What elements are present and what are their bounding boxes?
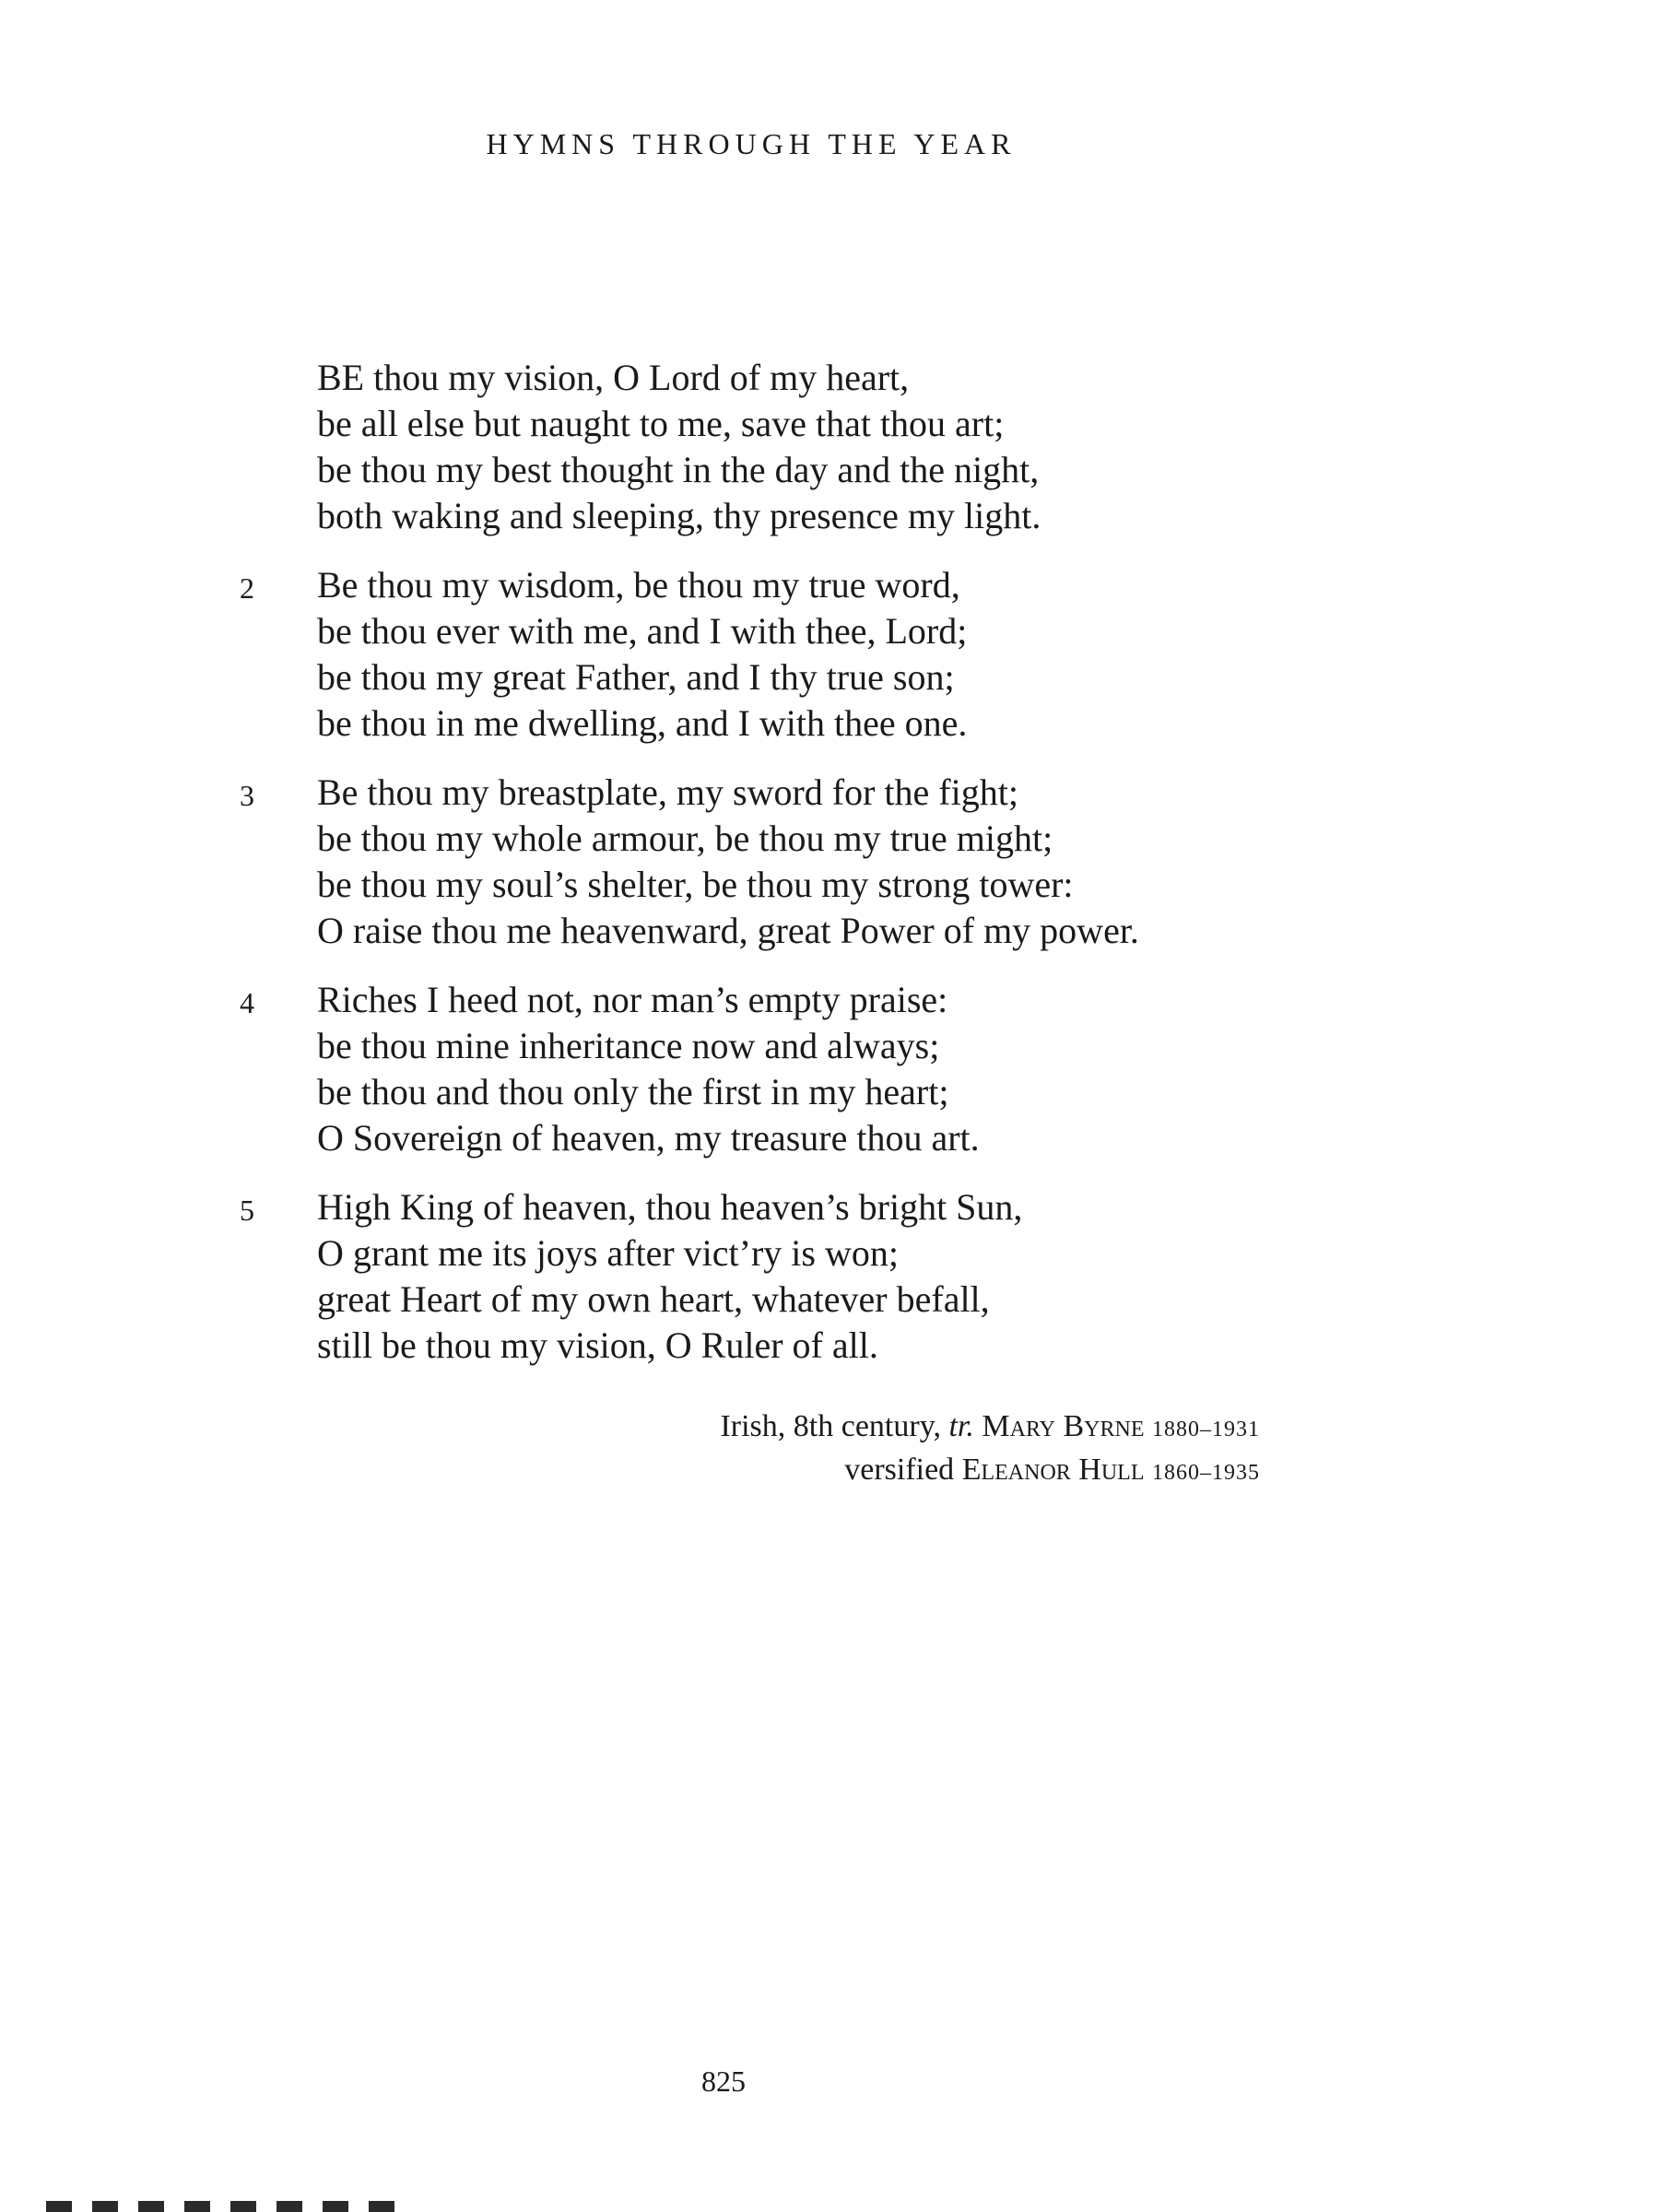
verse-line: be thou my best thought in the day and the night, xyxy=(317,449,1040,490)
verse-line: O grant me its joys after vict’ry is won; xyxy=(317,1232,899,1274)
verse-line: be thou my great Father, and I thy true son; xyxy=(317,656,955,698)
attribution-source: Irish, 8th century, xyxy=(720,1409,941,1443)
page-number: 825 xyxy=(701,2065,746,2098)
verse-line: O raise thou me heavenward, great Power of my power. xyxy=(317,910,1139,951)
scan-mark xyxy=(46,2201,72,2212)
verse-lines xyxy=(317,562,1438,747)
attribution xyxy=(571,1406,1260,1493)
translator-abbreviation: tr. xyxy=(948,1409,974,1443)
versifier-years: 1860–1935 xyxy=(1152,1461,1260,1485)
hymn-text xyxy=(240,355,1438,1392)
running-head: HYMNS THROUGH THE YEAR xyxy=(486,127,1017,160)
verse-line: be thou mine inheritance now and always; xyxy=(317,1025,940,1066)
verse-lines xyxy=(317,977,1438,1161)
verse-line: both waking and sleeping, thy presence my light. xyxy=(317,495,1041,536)
scan-mark xyxy=(138,2201,164,2212)
verse-lines xyxy=(317,1184,1438,1369)
verse-number: 2 xyxy=(240,571,254,605)
scan-mark xyxy=(323,2201,348,2212)
verse-2 xyxy=(240,562,1438,747)
verse-line: still be thou my vision, O Ruler of all. xyxy=(317,1324,878,1366)
verse-5 xyxy=(240,1184,1438,1369)
scan-mark xyxy=(230,2201,256,2212)
verse-line: BE thou my vision, O Lord of my heart, xyxy=(317,357,910,398)
verse-line: be thou and thou only the first in my heart; xyxy=(317,1071,949,1112)
verse-line: Be thou my wisdom, be thou my true word, xyxy=(317,564,960,606)
verse-line: High King of heaven, thou heaven’s bright Sun, xyxy=(317,1186,1023,1228)
translator-name: Mary Byrne xyxy=(982,1409,1145,1443)
verse-number: 5 xyxy=(240,1194,254,1227)
attribution-versifier-line xyxy=(571,1450,1260,1493)
verse-line: Riches I heed not, nor man’s empty praise: xyxy=(317,979,948,1020)
scan-edge-marks xyxy=(46,2201,394,2212)
verse-3 xyxy=(240,770,1438,954)
scan-mark xyxy=(276,2201,302,2212)
verse-line: Be thou my breastplate, my sword for the fight; xyxy=(317,771,1018,813)
verse-line: O Sovereign of heaven, my treasure thou art. xyxy=(317,1117,980,1159)
verse-line: be thou my soul’s shelter, be thou my strong tower: xyxy=(317,864,1074,905)
verse-number: 3 xyxy=(240,779,254,812)
verse-line: be thou in me dwelling, and I with thee one. xyxy=(317,702,968,744)
verse-line: be all else but naught to me, save that thou art; xyxy=(317,403,1005,444)
translator-years: 1880–1931 xyxy=(1152,1418,1260,1441)
scan-mark xyxy=(369,2201,394,2212)
verse-line: be thou my whole armour, be thou my true might; xyxy=(317,818,1053,859)
scan-mark xyxy=(184,2201,210,2212)
verse-lines xyxy=(317,770,1438,954)
verse-4 xyxy=(240,977,1438,1161)
versifier-name: Eleanor Hull xyxy=(961,1453,1145,1487)
verse-1 xyxy=(240,355,1438,539)
verse-number: 4 xyxy=(240,986,254,1019)
versifier-prefix: versified xyxy=(844,1453,955,1487)
scan-mark xyxy=(92,2201,118,2212)
verse-lines xyxy=(317,355,1438,539)
attribution-translation-line xyxy=(571,1406,1260,1450)
verse-line: be thou ever with me, and I with thee, Lord; xyxy=(317,610,968,652)
verse-line: great Heart of my own heart, whatever befall, xyxy=(317,1278,990,1320)
